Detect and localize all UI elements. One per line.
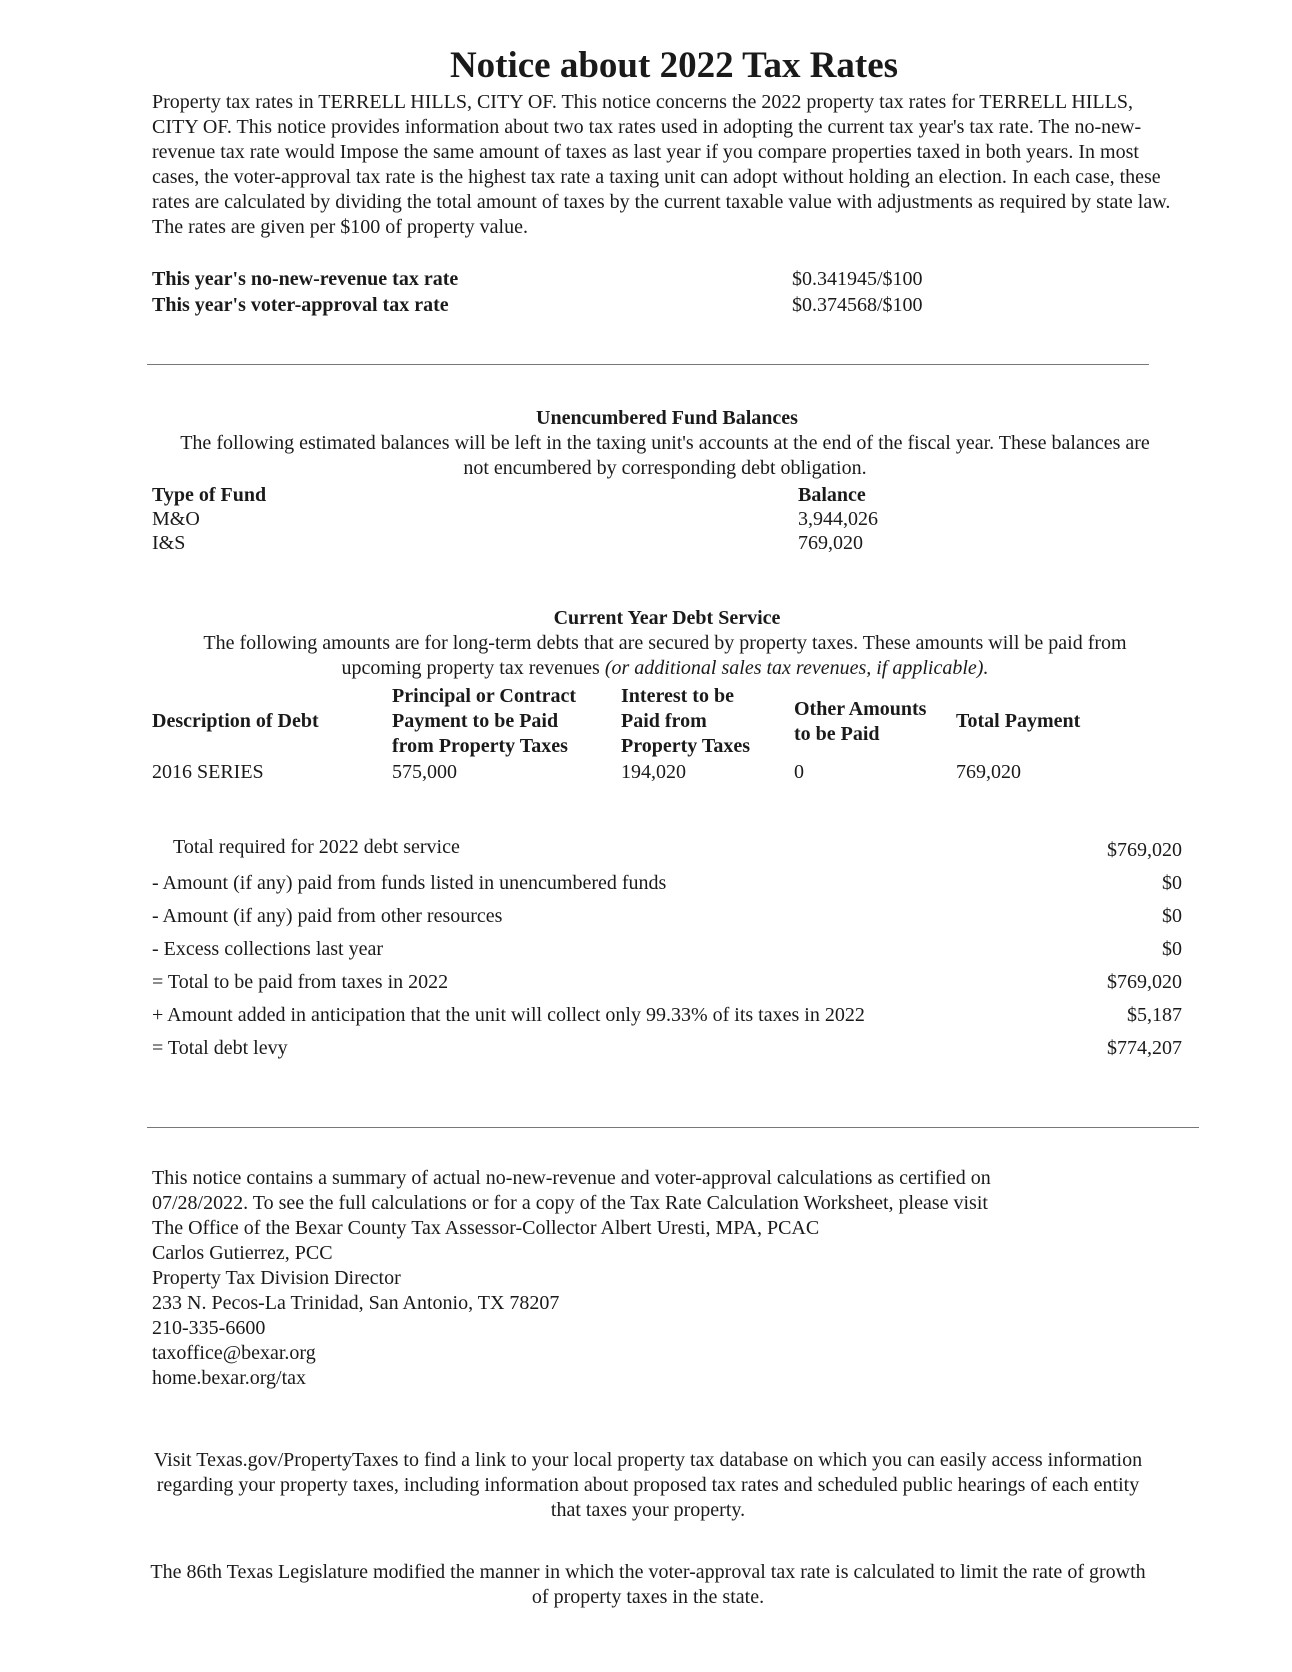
contact-info xyxy=(152,1166,1192,1391)
debt-header-total: Total Payment xyxy=(956,710,1081,732)
footer-line: taxoffice@bexar.org xyxy=(152,1342,316,1364)
header-line: Interest to be xyxy=(621,685,734,707)
footer-line: home.bexar.org/tax xyxy=(152,1367,307,1389)
debt-header-description: Description of Debt xyxy=(152,710,319,732)
calc-label: - Amount (if any) paid from other resources xyxy=(152,905,503,927)
debt-description: 2016 SERIES xyxy=(152,761,264,783)
divider xyxy=(147,1127,1199,1128)
header-line: Principal or Contract xyxy=(392,685,577,707)
calc-row xyxy=(152,1036,1182,1069)
fund-section-title: Unencumbered Fund Balances xyxy=(536,407,798,429)
header-line: to be Paid xyxy=(794,723,880,745)
footer-line: 210-335-6600 xyxy=(152,1317,266,1339)
rate-row-voter-approval xyxy=(152,293,1172,319)
rate-row-no-new-revenue xyxy=(152,267,1172,293)
fund-balance-header: Balance xyxy=(798,484,866,506)
debt-total: 769,020 xyxy=(956,761,1021,783)
footer-line: 07/28/2022. To see the full calculations or for a copy of the Tax Rate Calculation Worksheet, please visit xyxy=(152,1192,988,1214)
debt-other: 0 xyxy=(794,761,804,783)
calc-amount: $0 xyxy=(1162,938,1182,960)
table-row xyxy=(152,531,912,555)
footer-line: Carlos Gutierrez, PCC xyxy=(152,1242,333,1264)
calc-amount: $774,207 xyxy=(1107,1037,1182,1059)
page-title: Notice about 2022 Tax Rates xyxy=(449,45,899,86)
debt-header-principal xyxy=(392,684,576,759)
calc-row xyxy=(152,838,1182,871)
fund-table-header xyxy=(152,483,912,507)
fund-table xyxy=(152,483,912,555)
debt-interest: 194,020 xyxy=(621,761,686,783)
header-line: Payment to be Paid xyxy=(392,710,559,732)
calc-label: = Total to be paid from taxes in 2022 xyxy=(152,971,449,993)
calc-label: Total required for 2022 debt service xyxy=(173,836,460,858)
footer-line: 233 N. Pecos-La Trinidad, San Antonio, TX 78207 xyxy=(152,1292,560,1314)
divider xyxy=(147,364,1149,365)
fund-type-header: Type of Fund xyxy=(152,484,267,506)
calc-amount: $5,187 xyxy=(1127,1004,1182,1026)
debt-section-description xyxy=(170,631,1160,681)
intro-paragraph: Property tax rates in TERRELL HILLS, CITY OF. This notice concerns the 2022 property tax rates for TERRELL HILLS, CITY OF. This notice provides information about two tax rates used in adopting the current tax year's tax rate. The no-new-revenue tax rate would Impose the same amount of taxes as last year if you compare properties taxed in both years. In most cases, the voter-approval tax rate is the highest tax rate a taxing unit can adopt without holding an election. In each case, these rates are calculated by dividing the total amount of taxes by the current taxable value with adjustments as required by state law. The rates are given per $100 of property value. xyxy=(152,91,1171,238)
header-line: Other Amounts xyxy=(794,698,927,720)
header-line: Paid from xyxy=(621,710,707,732)
calc-row xyxy=(152,970,1182,1003)
calc-amount: $0 xyxy=(1162,905,1182,927)
footer-line: Property Tax Division Director xyxy=(152,1267,401,1289)
legislature-note: The 86th Texas Legislature modified the manner in which the voter-approval tax rate is calculated to limit the rate of growth of property taxes in the state. xyxy=(150,1561,1146,1608)
fund-balance: 3,944,026 xyxy=(798,508,878,530)
header-line: from Property Taxes xyxy=(392,735,568,757)
calc-row xyxy=(152,1003,1182,1036)
header-line: Property Taxes xyxy=(621,735,751,757)
debt-header-interest xyxy=(621,684,750,759)
tax-rates xyxy=(152,267,1172,319)
debt-header-other xyxy=(794,697,926,747)
visit-note: Visit Texas.gov/PropertyTaxes to find a link to your local property tax database on which you can easily access information regarding your property taxes, including information about proposed tax rates and scheduled public hearings of each entity that taxes your property. xyxy=(153,1449,1143,1521)
fund-type: I&S xyxy=(152,532,186,554)
fund-type: M&O xyxy=(152,508,200,530)
calc-label: + Amount added in anticipation that the unit will collect only 99.33% of its taxes in 2022 xyxy=(152,1004,865,1026)
debt-section-title: Current Year Debt Service xyxy=(553,607,781,629)
debt-description-text: The following amounts are for long-term debts that are secured by property taxes. These amounts will be paid from upcoming property tax revenues xyxy=(203,632,1127,679)
calc-row xyxy=(152,904,1182,937)
table-row xyxy=(152,507,912,531)
fund-balance: 769,020 xyxy=(798,532,863,554)
rate-value: $0.374568/$100 xyxy=(792,294,923,316)
calc-amount: $0 xyxy=(1162,872,1182,894)
debt-principal: 575,000 xyxy=(392,761,457,783)
calc-label: - Excess collections last year xyxy=(152,938,384,960)
calc-row xyxy=(152,871,1182,904)
calc-amount: $769,020 xyxy=(1107,971,1182,993)
debt-description-italic: (or additional sales tax revenues, if applicable). xyxy=(604,657,989,679)
rate-label: This year's no-new-revenue tax rate xyxy=(152,268,459,290)
calc-label: = Total debt levy xyxy=(152,1037,288,1059)
debt-calculation xyxy=(152,838,1182,1069)
footer-line: The Office of the Bexar County Tax Assessor-Collector Albert Uresti, MPA, PCAC xyxy=(152,1217,820,1239)
calc-label: - Amount (if any) paid from funds listed in unencumbered funds xyxy=(152,872,667,894)
calc-amount: $769,020 xyxy=(1107,839,1182,861)
calc-row xyxy=(152,937,1182,970)
rate-label: This year's voter-approval tax rate xyxy=(152,294,449,316)
fund-section-description: The following estimated balances will be left in the taxing unit's accounts at the end of the fiscal year. These balances are not encumbered by corresponding debt obligation. xyxy=(180,432,1150,479)
rate-value: $0.341945/$100 xyxy=(792,268,923,290)
footer-line: This notice contains a summary of actual no-new-revenue and voter-approval calculations as certified on xyxy=(152,1167,991,1189)
